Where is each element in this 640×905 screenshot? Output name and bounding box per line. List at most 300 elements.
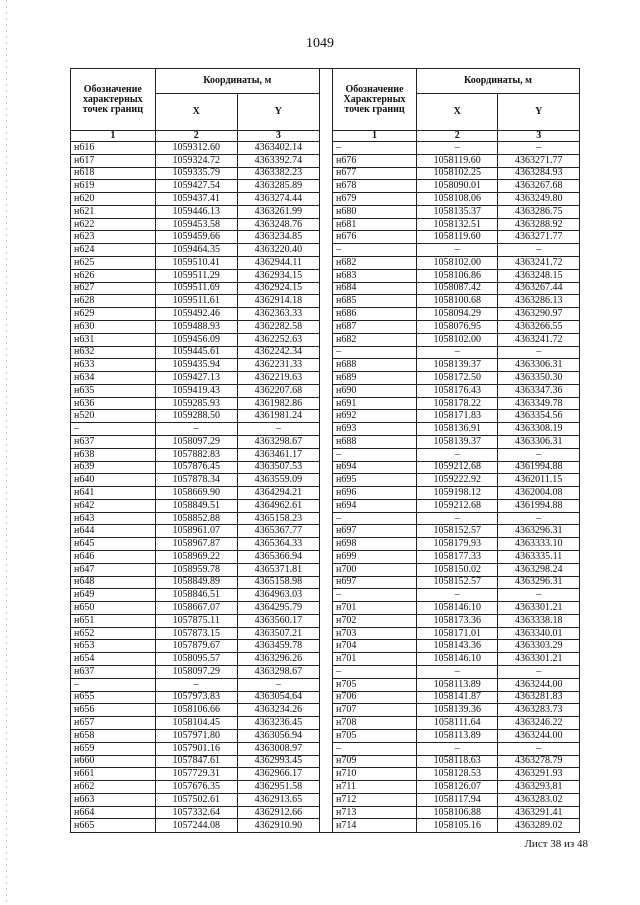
table-row: [71, 742, 320, 755]
x-coordinate-cell: 1059488.93: [155, 320, 237, 333]
table-row: [71, 551, 320, 564]
x-coordinate-cell: 1058100.68: [416, 295, 498, 308]
y-coordinate-cell: 4362951.58: [237, 781, 319, 794]
column-number: 3: [498, 131, 580, 142]
x-coordinate-cell: 1058095.57: [155, 653, 237, 666]
x-coordinate-cell: 1058139.37: [416, 435, 498, 448]
point-name-cell: н645: [71, 538, 156, 551]
point-name-cell: н713: [333, 806, 417, 819]
y-coordinate-cell: 4363267.68: [498, 180, 580, 193]
table-row: [333, 819, 580, 833]
point-name-cell: н643: [71, 512, 156, 525]
table-row: [71, 653, 320, 666]
table-row: [333, 244, 580, 257]
sheet-counter: Лист 38 из 48: [524, 838, 588, 850]
y-coordinate-cell: 4362242.34: [237, 346, 319, 359]
x-coordinate-cell: 1058177.33: [416, 551, 498, 564]
y-coordinate-cell: 4363271.77: [498, 231, 580, 244]
x-coordinate-cell: 1057882.83: [155, 448, 237, 461]
table-row: [71, 525, 320, 538]
table-row: [71, 602, 320, 615]
y-coordinate-cell: 4363306.31: [498, 359, 580, 372]
x-coordinate-cell: 1057875.11: [155, 614, 237, 627]
y-coordinate-cell: –: [237, 678, 319, 691]
y-coordinate-cell: 4365158.23: [237, 512, 319, 525]
table-row: [71, 538, 320, 551]
x-coordinate-cell: 1057878.34: [155, 474, 237, 487]
x-coordinate-cell: 1059419.43: [155, 384, 237, 397]
point-name-cell: н648: [71, 576, 156, 589]
point-name-cell: н705: [333, 729, 417, 742]
point-name-cell: н640: [71, 474, 156, 487]
point-name-cell: –: [71, 678, 156, 691]
y-coordinate-cell: 4363248.76: [237, 218, 319, 231]
y-coordinate-cell: 4363290.97: [498, 308, 580, 321]
y-coordinate-cell: 4363392.74: [237, 154, 319, 167]
y-coordinate-cell: 4363249.80: [498, 193, 580, 206]
y-coordinate-cell: 4365158.98: [237, 576, 319, 589]
x-header: X: [155, 94, 237, 131]
y-coordinate-cell: 4361994.88: [498, 461, 580, 474]
y-coordinate-cell: 4363054.64: [237, 691, 319, 704]
y-coordinate-cell: 4363293.81: [498, 781, 580, 794]
point-name-cell: н658: [71, 729, 156, 742]
y-coordinate-cell: 4363296.26: [237, 653, 319, 666]
x-coordinate-cell: 1059435.94: [155, 359, 237, 372]
point-name-cell: н616: [71, 142, 156, 155]
y-coordinate-cell: 4363291.41: [498, 806, 580, 819]
x-coordinate-cell: 1059222.92: [416, 474, 498, 487]
point-name-cell: н693: [333, 423, 417, 436]
x-coordinate-cell: 1058173.36: [416, 614, 498, 627]
y-coordinate-cell: 4362934.15: [237, 269, 319, 282]
x-coordinate-cell: 1058094.29: [416, 308, 498, 321]
x-coordinate-cell: –: [416, 448, 498, 461]
table-row: [333, 167, 580, 180]
x-coordinate-cell: 1058076.95: [416, 320, 498, 333]
table-row: [333, 768, 580, 781]
point-name-cell: н637: [71, 666, 156, 679]
point-name-cell: н632: [71, 346, 156, 359]
y-coordinate-cell: –: [498, 244, 580, 257]
x-coordinate-cell: 1058852.88: [155, 512, 237, 525]
left-table-body: [71, 142, 320, 833]
point-name-cell: н701: [333, 602, 417, 615]
point-name-cell: н699: [333, 551, 417, 564]
x-coordinate-cell: –: [155, 423, 237, 436]
table-row: [71, 269, 320, 282]
y-coordinate-cell: –: [498, 742, 580, 755]
y-coordinate-cell: 4362219.63: [237, 372, 319, 385]
y-coordinate-cell: 4363286.75: [498, 205, 580, 218]
point-name-cell: н662: [71, 781, 156, 794]
x-coordinate-cell: 1059285.93: [155, 397, 237, 410]
point-name-cell: н637: [71, 435, 156, 448]
point-name-cell: н688: [333, 359, 417, 372]
point-name-cell: н694: [333, 499, 417, 512]
table-row: [71, 614, 320, 627]
y-coordinate-cell: 4363261.99: [237, 205, 319, 218]
x-coordinate-cell: 1059511.69: [155, 282, 237, 295]
point-name-header: Обозначение Характерных точек границ: [333, 69, 417, 131]
point-name-cell: н620: [71, 193, 156, 206]
x-coordinate-cell: 1059212.68: [416, 499, 498, 512]
table-row: [71, 397, 320, 410]
table-row: [333, 666, 580, 679]
table-row: [333, 538, 580, 551]
table-row: [333, 359, 580, 372]
x-coordinate-cell: –: [416, 742, 498, 755]
x-coordinate-cell: 1058102.00: [416, 333, 498, 346]
y-coordinate-cell: 4363283.73: [498, 704, 580, 717]
x-coordinate-cell: 1058118.63: [416, 755, 498, 768]
point-name-cell: н630: [71, 320, 156, 333]
point-name-cell: н711: [333, 781, 417, 794]
x-coordinate-cell: 1059212.68: [416, 461, 498, 474]
y-coordinate-cell: 4363267.44: [498, 282, 580, 295]
table-row: [333, 512, 580, 525]
table-row: [333, 525, 580, 538]
y-coordinate-cell: 4363507.53: [237, 461, 319, 474]
table-row: [333, 435, 580, 448]
y-coordinate-cell: 4362011.15: [498, 474, 580, 487]
point-name-cell: н661: [71, 768, 156, 781]
table-row: [333, 806, 580, 819]
y-coordinate-cell: 4362231.33: [237, 359, 319, 372]
table-row: [333, 589, 580, 602]
y-coordinate-cell: 4363306.31: [498, 435, 580, 448]
y-coordinate-cell: 4363560.17: [237, 614, 319, 627]
y-coordinate-cell: 4362363.33: [237, 308, 319, 321]
point-name-cell: н688: [333, 435, 417, 448]
x-coordinate-cell: 1058849.89: [155, 576, 237, 589]
x-coordinate-cell: 1057676.35: [155, 781, 237, 794]
x-coordinate-cell: 1059437.41: [155, 193, 237, 206]
point-name-cell: н627: [71, 282, 156, 295]
table-row: [71, 474, 320, 487]
x-coordinate-cell: 1057873.15: [155, 627, 237, 640]
table-row: [71, 333, 320, 346]
y-coordinate-cell: 4363303.29: [498, 640, 580, 653]
point-name-cell: н639: [71, 461, 156, 474]
table-row: [333, 384, 580, 397]
y-coordinate-cell: 4363301.21: [498, 653, 580, 666]
y-coordinate-cell: 4363056.94: [237, 729, 319, 742]
y-coordinate-cell: 4363559.09: [237, 474, 319, 487]
point-name-cell: н655: [71, 691, 156, 704]
y-coordinate-cell: 4364962.61: [237, 499, 319, 512]
point-name-cell: н659: [71, 742, 156, 755]
table-row: [71, 806, 320, 819]
point-name-cell: н660: [71, 755, 156, 768]
table-row: [71, 627, 320, 640]
y-coordinate-cell: 4363459.78: [237, 640, 319, 653]
point-name-cell: н635: [71, 384, 156, 397]
y-coordinate-cell: 4363347.36: [498, 384, 580, 397]
point-name-cell: н657: [71, 717, 156, 730]
y-coordinate-cell: 4363296.31: [498, 525, 580, 538]
y-coordinate-cell: 4363274.44: [237, 193, 319, 206]
point-name-cell: –: [333, 142, 417, 155]
point-name-cell: –: [333, 589, 417, 602]
table-row: [333, 627, 580, 640]
table-row: [333, 193, 580, 206]
x-coordinate-cell: 1059510.41: [155, 257, 237, 270]
x-coordinate-cell: 1057244.08: [155, 819, 237, 833]
table-row: [333, 729, 580, 742]
point-name-cell: н697: [333, 525, 417, 538]
x-coordinate-cell: 1059312.60: [155, 142, 237, 155]
x-coordinate-cell: 1058132.51: [416, 218, 498, 231]
x-coordinate-cell: 1059511.61: [155, 295, 237, 308]
y-coordinate-cell: 4363244.00: [498, 678, 580, 691]
table-row: [333, 346, 580, 359]
point-name-cell: н617: [71, 154, 156, 167]
table-row: [71, 717, 320, 730]
table-row: [71, 320, 320, 333]
point-name-cell: н665: [71, 819, 156, 833]
table-row: [333, 678, 580, 691]
table-row: [71, 193, 320, 206]
table-row: [71, 448, 320, 461]
point-name-cell: –: [333, 448, 417, 461]
x-coordinate-cell: 1059427.13: [155, 372, 237, 385]
y-coordinate-cell: 4363234.26: [237, 704, 319, 717]
x-coordinate-cell: 1058171.83: [416, 410, 498, 423]
x-coordinate-cell: 1058669.90: [155, 487, 237, 500]
point-name-cell: н683: [333, 269, 417, 282]
y-coordinate-cell: 4363338.18: [498, 614, 580, 627]
y-coordinate-cell: –: [498, 666, 580, 679]
y-coordinate-cell: 4363220.40: [237, 244, 319, 257]
x-coordinate-cell: 1058179.93: [416, 538, 498, 551]
point-name-cell: н676: [333, 231, 417, 244]
x-coordinate-cell: 1058172.50: [416, 372, 498, 385]
point-name-cell: н677: [333, 167, 417, 180]
x-coordinate-cell: 1058097.29: [155, 666, 237, 679]
x-coordinate-cell: 1058178.22: [416, 397, 498, 410]
y-coordinate-cell: 4365364.33: [237, 538, 319, 551]
x-coordinate-cell: 1058146.10: [416, 602, 498, 615]
y-coordinate-cell: 4365366.94: [237, 551, 319, 564]
table-row: [71, 640, 320, 653]
table-row: [71, 231, 320, 244]
x-coordinate-cell: 1058104.45: [155, 717, 237, 730]
x-coordinate-cell: 1058152.57: [416, 576, 498, 589]
column-number: 2: [416, 131, 498, 142]
x-coordinate-cell: 1059445.61: [155, 346, 237, 359]
x-coordinate-cell: –: [416, 666, 498, 679]
y-coordinate-cell: 4361982.86: [237, 397, 319, 410]
y-coordinate-cell: 4363298.67: [237, 666, 319, 679]
point-name-cell: н678: [333, 180, 417, 193]
table-row: [333, 205, 580, 218]
y-coordinate-cell: 4363354.56: [498, 410, 580, 423]
point-name-cell: н626: [71, 269, 156, 282]
point-name-cell: н695: [333, 474, 417, 487]
x-coordinate-cell: 1058135.37: [416, 205, 498, 218]
table-row: [71, 154, 320, 167]
y-coordinate-cell: 4363008.97: [237, 742, 319, 755]
y-coordinate-cell: 4363236.45: [237, 717, 319, 730]
table-row: [71, 308, 320, 321]
y-coordinate-cell: 4363402.14: [237, 142, 319, 155]
x-coordinate-cell: 1058849.51: [155, 499, 237, 512]
column-number: 3: [237, 131, 319, 142]
point-name-cell: н664: [71, 806, 156, 819]
y-coordinate-cell: 4361981.24: [237, 410, 319, 423]
table-row: [333, 180, 580, 193]
point-name-cell: н650: [71, 602, 156, 615]
table-row: [71, 461, 320, 474]
table-row: [333, 614, 580, 627]
y-header: Y: [498, 94, 580, 131]
point-name-cell: н631: [71, 333, 156, 346]
table-row: [333, 218, 580, 231]
point-name-cell: н705: [333, 678, 417, 691]
y-header: Y: [237, 94, 319, 131]
table-row: [71, 282, 320, 295]
y-coordinate-cell: –: [498, 142, 580, 155]
x-coordinate-cell: 1058117.94: [416, 793, 498, 806]
point-name-cell: –: [71, 423, 156, 436]
column-number: 1: [71, 131, 156, 142]
coordinates-tables: [70, 68, 580, 833]
x-coordinate-cell: 1058139.36: [416, 704, 498, 717]
y-coordinate-cell: 4363335.11: [498, 551, 580, 564]
x-coordinate-cell: 1057876.45: [155, 461, 237, 474]
point-name-cell: н651: [71, 614, 156, 627]
table-row: [333, 640, 580, 653]
x-coordinate-cell: 1057729.31: [155, 768, 237, 781]
x-coordinate-cell: 1059511.29: [155, 269, 237, 282]
table-row: [71, 167, 320, 180]
x-coordinate-cell: 1059492.46: [155, 308, 237, 321]
table-row: [71, 346, 320, 359]
point-name-cell: н685: [333, 295, 417, 308]
x-coordinate-cell: –: [416, 142, 498, 155]
point-name-cell: н714: [333, 819, 417, 833]
table-row: [333, 691, 580, 704]
table-row: [71, 666, 320, 679]
table-row: [71, 512, 320, 525]
point-name-cell: н703: [333, 627, 417, 640]
point-name-cell: н684: [333, 282, 417, 295]
x-coordinate-cell: 1058171.01: [416, 627, 498, 640]
table-row: [333, 308, 580, 321]
point-name-cell: н704: [333, 640, 417, 653]
x-coordinate-cell: 1058090.01: [416, 180, 498, 193]
point-name-cell: н710: [333, 768, 417, 781]
y-coordinate-cell: 4363283.02: [498, 793, 580, 806]
x-coordinate-cell: 1058087.42: [416, 282, 498, 295]
y-coordinate-cell: 4363308.19: [498, 423, 580, 436]
x-coordinate-cell: 1058102.25: [416, 167, 498, 180]
table-row: [71, 755, 320, 768]
table-row: [333, 742, 580, 755]
y-coordinate-cell: –: [237, 423, 319, 436]
table-row: [71, 576, 320, 589]
y-coordinate-cell: 4363278.79: [498, 755, 580, 768]
x-coordinate-cell: 1059335.79: [155, 167, 237, 180]
x-coordinate-cell: 1059288.50: [155, 410, 237, 423]
y-coordinate-cell: 4362004.08: [498, 487, 580, 500]
table-row: [71, 384, 320, 397]
coordinates-header: Координаты, м: [416, 69, 579, 94]
x-coordinate-cell: 1058961.07: [155, 525, 237, 538]
table-row: [333, 269, 580, 282]
y-coordinate-cell: 4363340.01: [498, 627, 580, 640]
y-coordinate-cell: 4364295.79: [237, 602, 319, 615]
y-coordinate-cell: 4363349.78: [498, 397, 580, 410]
y-coordinate-cell: 4363244.00: [498, 729, 580, 742]
x-coordinate-cell: 1058136.91: [416, 423, 498, 436]
table-row: [71, 678, 320, 691]
y-coordinate-cell: 4362252.63: [237, 333, 319, 346]
point-name-cell: н625: [71, 257, 156, 270]
point-name-cell: н681: [333, 218, 417, 231]
y-coordinate-cell: 4361994.88: [498, 499, 580, 512]
point-name-cell: н712: [333, 793, 417, 806]
x-coordinate-cell: 1058143.36: [416, 640, 498, 653]
page-number: 1049: [306, 36, 334, 51]
y-coordinate-cell: –: [498, 346, 580, 359]
table-row: [71, 435, 320, 448]
y-coordinate-cell: 4363241.72: [498, 257, 580, 270]
x-coordinate-cell: –: [416, 512, 498, 525]
table-row: [71, 768, 320, 781]
table-row: [71, 410, 320, 423]
column-number: 1: [333, 131, 417, 142]
table-row: [333, 602, 580, 615]
x-coordinate-cell: 1057973.83: [155, 691, 237, 704]
table-row: [333, 231, 580, 244]
table-row: [333, 487, 580, 500]
x-coordinate-cell: 1057901.16: [155, 742, 237, 755]
point-name-cell: н624: [71, 244, 156, 257]
y-coordinate-cell: 4363281.83: [498, 691, 580, 704]
x-header: X: [416, 94, 498, 131]
table-row: [333, 563, 580, 576]
table-row: [333, 474, 580, 487]
x-coordinate-cell: 1059459.66: [155, 231, 237, 244]
right-table-body: [333, 142, 580, 833]
coordinates-header: Координаты, м: [155, 69, 319, 94]
point-name-cell: н679: [333, 193, 417, 206]
x-coordinate-cell: 1057879.67: [155, 640, 237, 653]
point-name-cell: н656: [71, 704, 156, 717]
y-coordinate-cell: 4362914.18: [237, 295, 319, 308]
x-coordinate-cell: 1057332.64: [155, 806, 237, 819]
table-row: [333, 282, 580, 295]
table-row: [333, 704, 580, 717]
point-name-cell: н623: [71, 231, 156, 244]
point-name-cell: –: [333, 666, 417, 679]
point-name-cell: н641: [71, 487, 156, 500]
y-coordinate-cell: 4363289.02: [498, 819, 580, 833]
y-coordinate-cell: –: [498, 512, 580, 525]
y-coordinate-cell: 4362910.90: [237, 819, 319, 833]
point-name-cell: н642: [71, 499, 156, 512]
y-coordinate-cell: 4363298.24: [498, 563, 580, 576]
table-row: [333, 717, 580, 730]
y-coordinate-cell: 4363350.30: [498, 372, 580, 385]
point-name-cell: н686: [333, 308, 417, 321]
y-coordinate-cell: 4363246.22: [498, 717, 580, 730]
table-row: [71, 244, 320, 257]
point-name-cell: н638: [71, 448, 156, 461]
y-coordinate-cell: 4363507.21: [237, 627, 319, 640]
